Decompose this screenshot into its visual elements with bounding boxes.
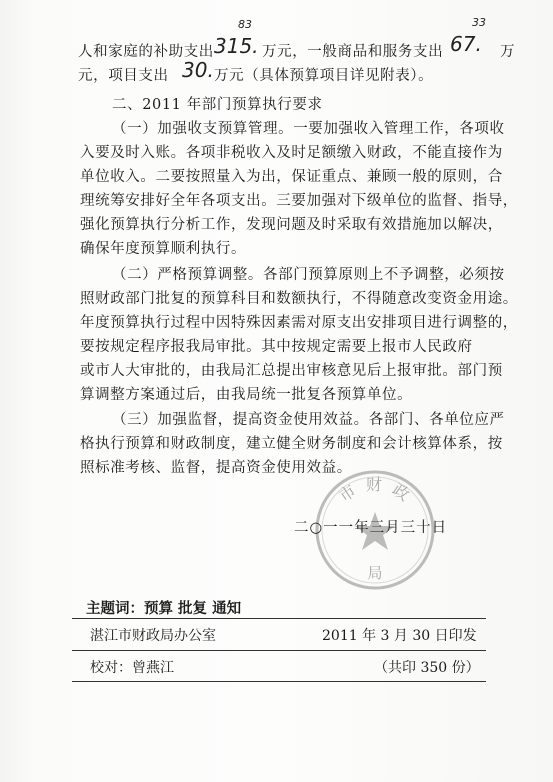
body-line: 强化预算执行分析工作，发现问题及时采取有效措施加以解决， xyxy=(80,217,503,233)
section-heading: 二、2011 年部门预算执行要求 xyxy=(112,97,323,113)
seal-bottom-text: 局 xyxy=(367,564,383,582)
body-line: 照财政部门批复的预算科目和数额执行，不得随意改变资金用途。 xyxy=(80,291,518,307)
body-line: （一）加强收支预算管理。一要加强收入管理工作，各项收 xyxy=(112,121,505,137)
handwritten-project-amount: 30. xyxy=(182,58,214,82)
print-date: 2011 年 3 月 30 日印发 xyxy=(322,628,477,644)
body-line-2a: 元，项目支出 xyxy=(78,68,169,84)
handwritten-subsidy-decimal: 83 xyxy=(238,18,252,31)
body-line: 照标准考核、监督，提高资金使用效益。 xyxy=(80,460,352,476)
divider-bottom xyxy=(72,681,486,682)
body-line: （二）严格预算调整。各部门预算原则上不予调整，必须按 xyxy=(112,267,505,283)
handwritten-subsidy-amount: 315. xyxy=(214,34,259,58)
body-line-1c: 万 xyxy=(500,44,516,60)
body-line: 理统筹安排好全年各项支出。三要加强对下级单位的监督、指导， xyxy=(80,193,518,209)
body-line-1b: 万元，一般商品和服务支出 xyxy=(262,44,444,60)
subject-keywords: 主题词：预算 批复 通知 xyxy=(86,601,242,617)
body-line: 要按规定程序报我局审批。其中按规定需要上报市人民政府 xyxy=(80,339,473,355)
body-line: 或市人大审批的，由我局汇总提出审核意见后上报审批。部门预 xyxy=(80,363,503,379)
copies-count: （共印 350 份） xyxy=(374,660,480,676)
body-line: 单位收入。二要按照量入为出，保证重点、兼顾一般的原则，合 xyxy=(80,169,503,185)
issue-date: 二○一一年三月三十日 xyxy=(294,520,448,536)
handwritten-goods-decimal: 33 xyxy=(472,16,486,29)
body-line: 格执行预算和财政制度，建立健全财务制度和会计核算体系，按 xyxy=(80,436,503,452)
divider-top xyxy=(72,618,486,619)
handwritten-goods-amount: 67. xyxy=(450,32,482,56)
proofreader: 校对：曾燕江 xyxy=(90,660,174,676)
body-line: 入要及时入账。各项非税收入及时足额缴入财政，不能直接作为 xyxy=(80,145,503,161)
body-line: 年度预算执行过程中因特殊因素需对原支出安排项目进行调整的， xyxy=(80,315,518,331)
issuing-office: 湛江市财政局办公室 xyxy=(90,628,216,644)
body-line-1a: 人和家庭的补助支出 xyxy=(78,44,214,60)
seal-top-text: 市 财 政 xyxy=(335,475,415,506)
body-line: （三）加强监督，提高资金使用效益。各部门、各单位应严 xyxy=(112,412,505,428)
body-line: 确保年度预算顺利执行。 xyxy=(80,241,247,257)
divider-middle xyxy=(72,650,486,651)
body-line-2b: 万元（具体预算项目详见附表）。 xyxy=(214,68,434,84)
body-line: 算调整方案通过后，由我局统一批复各预算单位。 xyxy=(80,387,413,403)
